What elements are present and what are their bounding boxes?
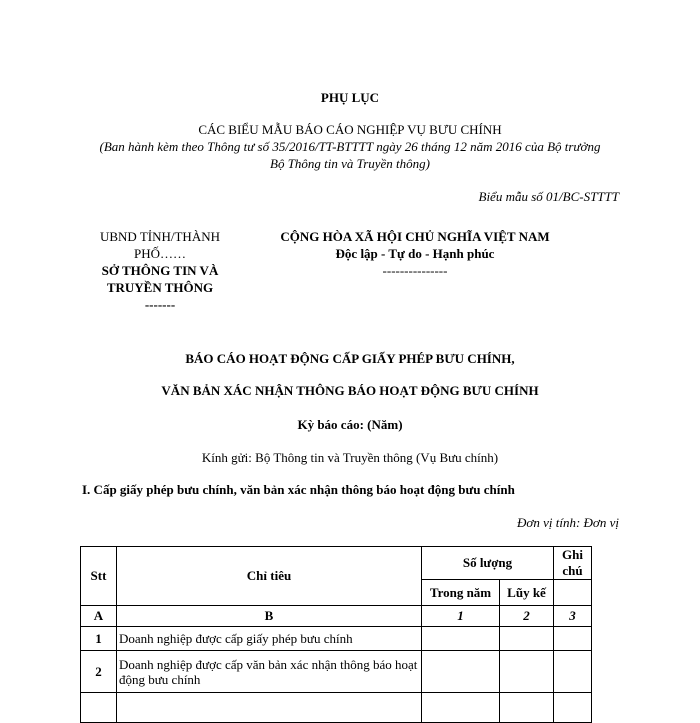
index-3: 3 xyxy=(554,606,592,627)
national-motto-line-1: CỘNG HÒA XÃ HỘI CHỦ NGHĨA VIỆT NAM xyxy=(280,229,550,244)
unit-label: Đơn vị tính: Đơn vị xyxy=(517,515,619,530)
report-period: Kỳ báo cáo: (Năm) xyxy=(297,417,403,432)
row-indicator: Doanh nghiệp được cấp văn bản xác nhận thông báo hoạt động bưu chính xyxy=(117,651,422,693)
issuing-authority xyxy=(95,228,225,313)
index-1: 1 xyxy=(422,606,500,627)
header-indicator: Chỉ tiêu xyxy=(117,547,422,606)
issued-line-1: (Ban hành kèm theo Thông tư số 35/2016/TT-BTTTT ngày 26 tháng 12 năm 2016 của Bộ trưởng xyxy=(99,139,601,154)
report-title-line-1: BÁO CÁO HOẠT ĐỘNG CẤP GIẤY PHÉP BƯU CHÍNH, xyxy=(185,351,515,366)
row-stt: 1 xyxy=(81,627,117,651)
row-in-year xyxy=(422,693,500,723)
row-indicator xyxy=(117,693,422,723)
index-a: A xyxy=(81,606,117,627)
national-separator: --------------- xyxy=(382,263,448,278)
row-indicator: Doanh nghiệp được cấp giấy phép bưu chính xyxy=(117,627,422,651)
authority-line-1: UBND TỈNH/THÀNH xyxy=(99,229,220,244)
authority-line-4: TRUYỀN THÔNG xyxy=(106,280,214,295)
row-cumulative xyxy=(500,627,554,651)
issued-line-2: Bộ Thông tin và Truyền thông) xyxy=(270,156,430,171)
section-1-heading: I. Cấp giấy phép bưu chính, văn bản xác nhận thông báo hoạt động bưu chính xyxy=(82,482,515,497)
form-number: Biểu mẫu số 01/BC-STTTT xyxy=(478,189,619,204)
index-row xyxy=(81,606,592,627)
appendix-subtitle: CÁC BIỂU MẪU BÁO CÁO NGHIỆP VỤ BƯU CHÍNH xyxy=(198,122,502,137)
index-b: B xyxy=(117,606,422,627)
header-stt: Stt xyxy=(81,547,117,606)
table-row xyxy=(81,627,592,651)
row-stt: 2 xyxy=(81,651,117,693)
national-motto-line-2: Độc lập - Tự do - Hạnh phúc xyxy=(335,246,495,261)
row-cumulative xyxy=(500,651,554,693)
header-in-year: Trong năm xyxy=(422,580,500,606)
row-note xyxy=(554,651,592,693)
row-note xyxy=(554,693,592,723)
national-header xyxy=(270,228,560,279)
row-cumulative xyxy=(500,693,554,723)
report-table xyxy=(80,546,592,723)
row-stt xyxy=(81,693,117,723)
authority-separator: ------- xyxy=(144,297,176,312)
appendix-title: PHỤ LỤC xyxy=(320,90,380,105)
row-in-year xyxy=(422,651,500,693)
row-in-year xyxy=(422,627,500,651)
header-note: Ghi chú xyxy=(554,547,592,580)
header-note-blank xyxy=(554,580,592,606)
index-2: 2 xyxy=(500,606,554,627)
header-cumulative: Lũy kế xyxy=(500,580,554,606)
authority-line-3: SỞ THÔNG TIN VÀ xyxy=(101,263,219,278)
header-quantity: Số lượng xyxy=(422,547,554,580)
row-note xyxy=(554,627,592,651)
table-row xyxy=(81,651,592,693)
authority-line-2: PHỐ…… xyxy=(133,246,186,261)
report-recipient: Kính gửi: Bộ Thông tin và Truyền thông (Vụ Bưu chính) xyxy=(201,450,499,465)
table-row xyxy=(81,693,592,723)
report-title-line-2: VĂN BẢN XÁC NHẬN THÔNG BÁO HOẠT ĐỘNG BƯU CHÍNH xyxy=(161,383,539,398)
